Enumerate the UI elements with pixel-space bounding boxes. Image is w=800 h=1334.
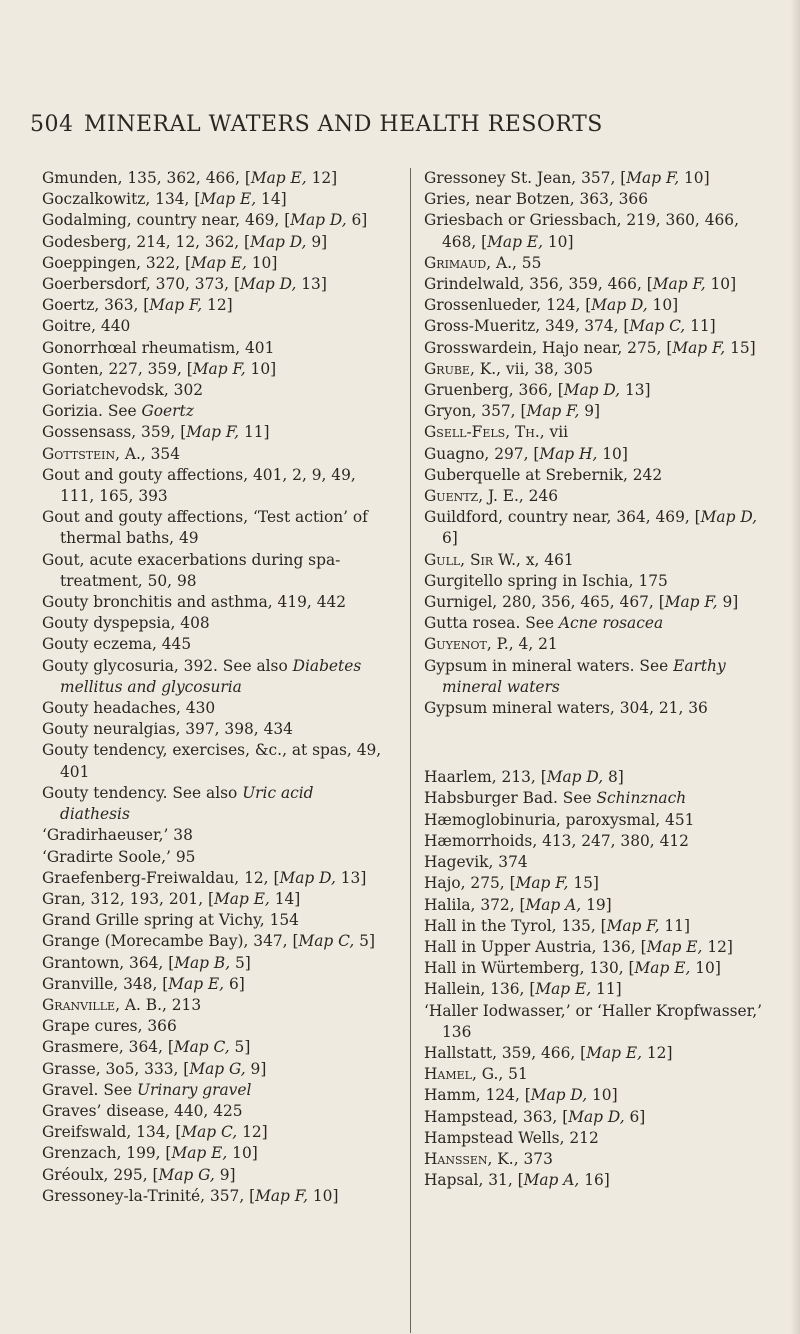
index-entry	[424, 1107, 764, 1128]
entry-text: Gout, acute exacerbations during spa-treatment, 50, 98	[42, 550, 341, 590]
entry-text: Gouty glycosuria, 392. See also	[42, 656, 293, 675]
index-entry	[424, 958, 764, 979]
entry-text: 11]	[659, 916, 690, 935]
index-entry	[424, 613, 764, 634]
entry-italic: Goertz	[141, 402, 194, 421]
index-entry	[424, 422, 764, 443]
index-entry	[424, 937, 764, 958]
entry-text: 10]	[597, 444, 628, 463]
entry-text: Gouty tendency. See also	[42, 783, 243, 802]
index-entry	[424, 295, 764, 316]
entry-italic: Map B,	[174, 953, 231, 972]
entry-text: Hall in Würtemberg, 130, [	[424, 959, 635, 978]
entry-text: Gutta rosea. See	[424, 614, 559, 633]
entry-italic: Map D,	[700, 508, 758, 527]
section-gap	[424, 719, 764, 767]
index-entry	[424, 698, 764, 719]
entry-author: Gottstein, A.,	[42, 444, 146, 463]
index-entry	[424, 571, 764, 592]
entry-text: 6]	[346, 211, 368, 230]
entry-text: 15]	[568, 874, 599, 893]
index-entry	[424, 788, 764, 809]
entry-italic: Earthy mineral waters	[442, 656, 726, 696]
entry-text: ‘Gradirte Soole,’ 95	[42, 847, 196, 866]
index-entry	[424, 873, 764, 894]
entry-text: Gouty neuralgias, 397, 398, 434	[42, 720, 293, 739]
entry-text: 51	[503, 1065, 528, 1084]
entry-italic: Map E,	[487, 232, 543, 251]
entry-italic: Map E,	[191, 253, 247, 272]
entry-text: Godalming, country near, 469, [	[42, 211, 291, 230]
entry-text: 19]	[581, 895, 612, 914]
index-entry	[42, 465, 382, 507]
entry-italic: Map D,	[250, 232, 307, 251]
index-column-right	[424, 168, 764, 1191]
index-entry	[424, 979, 764, 1000]
entry-italic: Map F,	[606, 916, 660, 935]
entry-text: Hapsal, 31, [	[424, 1171, 524, 1190]
index-entry	[42, 868, 382, 889]
entry-italic: Map D,	[530, 1086, 588, 1105]
index-entry	[42, 847, 382, 868]
entry-text: 9]	[717, 593, 739, 612]
entry-text: 6]	[442, 529, 458, 548]
index-entry	[42, 910, 382, 931]
entry-italic: Schinznach	[596, 789, 687, 808]
running-title: MINERAL WATERS AND HEALTH RESORTS	[84, 112, 603, 137]
entry-text: Hallstatt, 359, 466, [	[424, 1043, 587, 1062]
entry-text: Hall in Upper Austria, 136, [	[424, 937, 647, 956]
entry-text: Grosswardein, Hajo near, 275, [	[424, 338, 673, 357]
index-entry	[42, 825, 382, 846]
entry-text: Grand Grille spring at Vichy, 154	[42, 911, 299, 930]
index-entry	[424, 168, 764, 189]
entry-text: 9]	[306, 232, 328, 251]
entry-italic: Map C,	[629, 317, 686, 336]
entry-text: 9]	[214, 1165, 236, 1184]
index-entry	[424, 656, 764, 698]
entry-text: Guberquelle at Srebernik, 242	[424, 465, 663, 484]
index-entry	[42, 995, 382, 1016]
entry-italic: Map D,	[239, 275, 297, 294]
entry-text: 11]	[591, 980, 622, 999]
entry-author: Hamel, G.,	[424, 1065, 504, 1084]
entry-author: Granville, A. B.,	[42, 995, 167, 1014]
entry-author: Gsell-Fels, Th.,	[424, 423, 545, 442]
entry-text: Gouty eczema, 445	[42, 635, 192, 654]
entry-italic: Map G,	[189, 1059, 246, 1078]
index-entry	[42, 274, 382, 295]
index-entry	[424, 810, 764, 831]
index-entry	[424, 338, 764, 359]
entry-text: Grasmere, 364, [	[42, 1038, 174, 1057]
entry-italic: Map E,	[646, 937, 703, 956]
index-entry	[42, 1165, 382, 1186]
index-entry	[42, 634, 382, 655]
entry-text: Gressoney St. Jean, 357, [	[424, 169, 627, 187]
entry-text: vii, 38, 305	[501, 359, 593, 378]
entry-text: 4, 21	[513, 635, 558, 654]
entry-text: Graves’ disease, 440, 425	[42, 1101, 243, 1120]
entry-italic: Map F,	[255, 1186, 308, 1205]
index-entry	[42, 380, 382, 401]
entry-text: Hæmorrhoids, 413, 247, 380, 412	[424, 831, 689, 850]
index-entry	[424, 895, 764, 916]
index-entry	[42, 783, 382, 825]
entry-italic: Diabetes mellitus and glycosuria	[60, 656, 362, 696]
entry-text: Granville, 348, [	[42, 974, 169, 993]
entry-text: Hajo, 275, [	[424, 874, 516, 893]
index-entry	[424, 916, 764, 937]
index-entry	[42, 740, 382, 782]
index-entry	[42, 189, 382, 210]
entry-text: 8]	[603, 768, 624, 787]
index-entry	[424, 465, 764, 486]
entry-text: Gouty headaches, 430	[42, 699, 216, 718]
entry-text: Grange (Morecambe Bay), 347, [	[42, 932, 299, 951]
index-entry	[424, 274, 764, 295]
entry-text: Goitre, 440	[42, 317, 131, 336]
entry-text: 9]	[579, 402, 601, 421]
index-entry	[42, 338, 382, 359]
entry-italic: Map D,	[591, 296, 648, 315]
index-section-h	[424, 767, 764, 1191]
entry-italic: Map F,	[652, 275, 706, 294]
entry-text: Gran, 312, 193, 201, [	[42, 889, 215, 908]
entry-text: 5]	[354, 932, 375, 951]
entry-text: 13]	[620, 381, 651, 400]
entry-text: Gorizia. See	[42, 402, 142, 421]
entry-author: Guyenot, P.,	[424, 635, 514, 654]
entry-text: 14]	[269, 889, 301, 908]
entry-text: Haarlem, 213, [	[424, 768, 547, 787]
entry-text: Gossensass, 359, [	[42, 423, 187, 442]
entry-text: Gout and gouty affections, ‘Test action’ of thermal baths, 49	[42, 508, 368, 548]
entry-text: 10]	[542, 232, 574, 251]
entry-author: Hanssen, K.,	[424, 1149, 519, 1168]
entry-italic: Map E,	[535, 980, 592, 999]
entry-text: Gouty dyspepsia, 408	[42, 614, 210, 633]
entry-italic: Map D,	[546, 768, 604, 787]
entry-text: 12]	[237, 1123, 268, 1142]
entry-text: 10]	[690, 959, 721, 978]
entry-text: ‘Gradirhaeuser,’ 38	[42, 826, 193, 845]
entry-text: 246	[523, 487, 559, 506]
entry-italic: Map E,	[634, 959, 691, 978]
entry-text: Goertz, 363, [	[42, 296, 150, 315]
index-entry	[42, 507, 382, 549]
index-entry	[424, 1001, 764, 1043]
index-entry	[42, 613, 382, 634]
entry-text: Gurnigel, 280, 356, 465, 467, [	[424, 593, 665, 612]
index-entry	[42, 974, 382, 995]
entry-text: Grape cures, 366	[42, 1017, 177, 1036]
entry-italic: Map C,	[298, 932, 355, 951]
index-entry	[424, 1128, 764, 1149]
entry-text: 13]	[296, 275, 327, 294]
index-entry	[424, 852, 764, 873]
index-entry	[424, 486, 764, 507]
index-entry	[424, 444, 764, 465]
index-entry	[42, 359, 382, 380]
index-entry	[42, 168, 382, 189]
entry-text: 10]	[679, 169, 710, 187]
entry-author: Grube, K.,	[424, 359, 502, 378]
entry-text: Hampstead Wells, 212	[424, 1128, 599, 1147]
entry-text: 10]	[246, 253, 278, 272]
entry-text: Guagno, 297, [	[424, 444, 540, 463]
index-entry	[42, 316, 382, 337]
entry-text: Greifswald, 134, [	[42, 1123, 182, 1142]
index-entry	[42, 1122, 382, 1143]
entry-text: Godesberg, 214, 12, 362, [	[42, 232, 251, 251]
entry-italic: Map F,	[526, 402, 580, 421]
entry-text: x, 461	[520, 550, 574, 569]
index-entry	[424, 1043, 764, 1064]
entry-text: 11]	[685, 317, 716, 336]
entry-text: Grasse, 3o5, 333, [	[42, 1059, 190, 1078]
index-section-g	[424, 168, 764, 719]
index-entry	[424, 1085, 764, 1106]
entry-text: Gouty tendency, exercises, &c., at spas, 49, 401	[42, 741, 382, 781]
entry-text: Gréoulx, 295, [	[42, 1165, 159, 1184]
index-entry	[42, 253, 382, 274]
entry-text: 10]	[227, 1144, 258, 1163]
index-entry	[424, 550, 764, 571]
entry-text: Hagevik, 374	[424, 853, 528, 872]
entry-italic: Map G,	[158, 1165, 215, 1184]
entry-text: Hæmoglobinuria, paroxysmal, 451	[424, 810, 695, 829]
entry-text: Habsburger Bad. See	[424, 789, 597, 808]
entry-text: Grantown, 364, [	[42, 953, 175, 972]
index-entry	[42, 295, 382, 316]
entry-text: Gross-Mueritz, 349, 374, [	[424, 317, 630, 336]
entry-text: Gruenberg, 366, [	[424, 381, 564, 400]
index-entry	[424, 767, 764, 788]
entry-text: Gressoney-la-Trinité, 357, [	[42, 1186, 256, 1205]
entry-italic: Map C,	[181, 1123, 238, 1142]
index-entry	[42, 1186, 382, 1207]
entry-text: Hall in the Tyrol, 135, [	[424, 916, 607, 935]
index-entry	[424, 316, 764, 337]
entry-text: 10]	[647, 296, 679, 315]
entry-text: Gout and gouty affections, 401, 2, 9, 49, 111, 165, 393	[42, 465, 356, 506]
entry-italic: Map E,	[586, 1043, 642, 1062]
entry-author: Guentz, J. E.,	[424, 487, 524, 506]
entry-text: Goeppingen, 322, [	[42, 253, 192, 272]
entry-italic: Urinary gravel	[137, 1080, 252, 1099]
index-entry	[424, 253, 764, 274]
entry-text: Graefenberg-Freiwaldau, 12, [	[42, 868, 280, 887]
index-entry	[42, 401, 382, 422]
entry-italic: Map F,	[149, 296, 203, 315]
page-edge-shadow	[790, 0, 800, 1334]
index-entry	[42, 931, 382, 952]
index-entry	[42, 444, 382, 465]
entry-text: Goczalkowitz, 134, [	[42, 190, 201, 209]
index-entry	[424, 592, 764, 613]
index-entry	[42, 698, 382, 719]
entry-text: 6]	[224, 974, 245, 993]
index-entry	[42, 550, 382, 592]
entry-italic: Map E,	[250, 169, 307, 187]
entry-italic: Map F,	[672, 338, 726, 357]
entry-author: Grimaud, A.,	[424, 253, 517, 272]
entry-italic: Map A,	[525, 895, 582, 914]
index-entry	[42, 1101, 382, 1122]
entry-italic: Map C,	[173, 1038, 230, 1057]
index-entry	[42, 1143, 382, 1164]
index-entry	[424, 380, 764, 401]
entry-text: 5]	[229, 1038, 251, 1057]
index-entry	[42, 953, 382, 974]
entry-text: 354	[145, 444, 181, 463]
entry-text: 13]	[335, 868, 367, 887]
entry-italic: Map E,	[168, 974, 225, 993]
index-entry	[42, 210, 382, 231]
entry-text: Hallein, 136, [	[424, 980, 536, 999]
index-entry	[424, 1149, 764, 1170]
entry-text: Gries, near Botzen, 363, 366	[424, 190, 649, 209]
entry-italic: Map H,	[539, 444, 598, 463]
index-column-left	[42, 168, 382, 1207]
entry-text: 10]	[307, 1186, 339, 1205]
index-entry	[42, 889, 382, 910]
entry-italic: Map F,	[664, 593, 718, 612]
index-entry	[424, 210, 764, 252]
page-number: 504	[30, 112, 74, 137]
entry-text: Guildford, country near, 364, 469, [	[424, 508, 701, 527]
entry-text: 16]	[579, 1171, 610, 1190]
entry-text: 12]	[702, 937, 733, 956]
index-entry	[424, 634, 764, 655]
entry-text: Gravel. See	[42, 1080, 137, 1099]
entry-italic: Acne rosacea	[558, 614, 664, 633]
entry-text: Gonorrhœal rheumatism, 401	[42, 338, 275, 357]
entry-italic: Map E,	[200, 190, 257, 209]
index-entry	[424, 1170, 764, 1191]
entry-text: Goerbersdorf, 370, 373, [	[42, 275, 240, 294]
index-entry	[42, 719, 382, 740]
entry-italic: Map F,	[186, 423, 240, 442]
entry-italic: Map E,	[171, 1144, 228, 1163]
entry-author: Gull, Sir W.,	[424, 550, 521, 569]
entry-text: Grindelwald, 356, 359, 466, [	[424, 275, 653, 294]
entry-italic: Map D,	[290, 211, 347, 230]
index-entry	[42, 1059, 382, 1080]
entry-text: 10]	[705, 275, 737, 294]
entry-italic: Map D,	[279, 868, 336, 887]
index-entry	[42, 1037, 382, 1058]
entry-italic: Map F,	[515, 874, 569, 893]
entry-text: ‘Haller Iodwasser,’ or ‘Haller Kropfwasser,’ 136	[424, 1001, 763, 1041]
entry-text: 12]	[642, 1043, 673, 1062]
entry-italic: Map A,	[523, 1171, 580, 1190]
entry-text: Gouty bronchitis and asthma, 419, 442	[42, 593, 347, 612]
index-entry	[42, 422, 382, 443]
column-divider	[410, 168, 411, 1333]
entry-text: Hamm, 124, [	[424, 1086, 531, 1105]
entry-text: 9]	[245, 1059, 267, 1078]
index-entry	[42, 592, 382, 613]
entry-text: Gypsum in mineral waters. See	[424, 656, 674, 675]
index-entry	[42, 656, 382, 698]
entry-text: 15]	[725, 338, 756, 357]
index-entry	[42, 1016, 382, 1037]
entry-italic: Map D,	[563, 381, 621, 400]
entry-text: 55	[516, 253, 542, 272]
entry-text: 5]	[230, 953, 251, 972]
entry-text: 373	[518, 1149, 553, 1168]
index-entry	[424, 189, 764, 210]
entry-italic: Uric acid diathesis	[60, 783, 314, 824]
entry-text: Halila, 372, [	[424, 895, 526, 914]
entry-text: 12]	[202, 296, 233, 315]
entry-italic: Map F,	[626, 169, 680, 187]
entry-text: Grenzach, 199, [	[42, 1144, 172, 1163]
entry-text: 11]	[239, 423, 270, 442]
entry-text: Griesbach or Griessbach, 219, 360, 466, 468, [	[424, 211, 739, 251]
entry-text: 14]	[256, 190, 287, 209]
entry-text: Goriatchevodsk, 302	[42, 381, 204, 400]
entry-text: Gurgitello spring in Ischia, 175	[424, 571, 668, 590]
entry-text: Gonten, 227, 359, [	[42, 359, 193, 378]
entry-text: Gryon, 357, [	[424, 402, 527, 421]
entry-text: 6]	[624, 1107, 646, 1126]
entry-italic: Map E,	[214, 889, 270, 908]
index-entry	[424, 401, 764, 422]
entry-text: 10]	[245, 359, 277, 378]
entry-text: Gmunden, 135, 362, 466, [	[42, 169, 251, 187]
entry-text: Hampstead, 363, [	[424, 1107, 569, 1126]
index-entry	[424, 507, 764, 549]
index-entry	[424, 831, 764, 852]
entry-text: vii	[544, 423, 569, 442]
entry-italic: Map F,	[192, 359, 246, 378]
entry-text: 10]	[587, 1086, 618, 1105]
entry-text: Grossenlueder, 124, [	[424, 296, 592, 315]
entry-italic: Map D,	[568, 1107, 625, 1126]
index-entry	[42, 1080, 382, 1101]
entry-text: 213	[166, 995, 202, 1014]
entry-text: 12]	[306, 169, 338, 187]
index-entry	[424, 359, 764, 380]
index-entry	[42, 232, 382, 253]
index-entry	[424, 1064, 764, 1085]
entry-text: Gypsum mineral waters, 304, 21, 36	[424, 699, 708, 718]
